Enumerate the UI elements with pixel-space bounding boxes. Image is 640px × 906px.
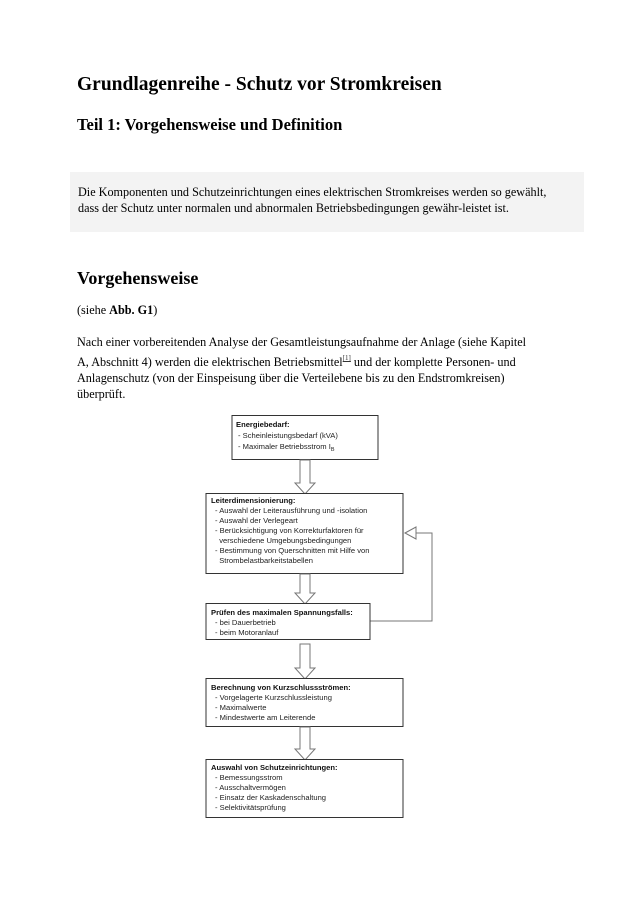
summary-line-1: Die Komponenten und Schutzeinrichtungen eines elektrischen Stromkreises werden so gewählt, bbox=[78, 185, 547, 199]
flow-arrow-down bbox=[295, 574, 315, 604]
flow-box-protection-item: - Bemessungsstrom bbox=[215, 773, 283, 782]
figure-reference-link: Abb. G1 bbox=[109, 303, 154, 317]
figure-reference-prefix: (siehe bbox=[77, 303, 110, 317]
flow-arrow-down bbox=[295, 460, 315, 494]
flow-box-energy-title: Energiebedarf: bbox=[236, 420, 290, 429]
flow-feedback-arrowhead bbox=[405, 527, 416, 539]
flow-box-conductor-title: Leiterdimensionierung: bbox=[211, 496, 296, 505]
flow-box-short-circuit-item: - Vorgelagerte Kurzschlussleistung bbox=[215, 693, 332, 702]
flow-box-energy-item: - Scheinleistungsbedarf (kVA) bbox=[238, 431, 338, 440]
flow-box-protection-item: - Einsatz der Kaskadenschaltung bbox=[215, 793, 327, 802]
summary-line-2: dass der Schutz unter normalen und abnormalen Betriebsbedingungen gewähr-leistet ist. bbox=[78, 201, 509, 215]
flow-box-short-circuit-item: - Mindestwerte am Leiterende bbox=[215, 713, 316, 722]
figure-reference-suffix: ) bbox=[153, 303, 158, 317]
flow-box-voltage-drop-title: Prüfen des maximalen Spannungsfalls: bbox=[211, 608, 353, 617]
flow-arrow-down bbox=[295, 727, 315, 760]
paragraph-line-2a: A, Abschnitt 4) werden die elektrischen Betriebsmittel bbox=[77, 355, 343, 369]
footnote-link[interactable]: [1] bbox=[342, 354, 351, 362]
flow-box-conductor-item: verschiedene Umgebungsbedingungen bbox=[215, 536, 352, 545]
flow-box-protection-item: - Selektivitätsprüfung bbox=[215, 803, 286, 812]
paragraph-line-2b: und der komplette Personen- und bbox=[350, 355, 516, 369]
flow-box-short-circuit-item: - Maximalwerte bbox=[215, 703, 267, 712]
flow-arrow-down bbox=[295, 644, 315, 679]
flow-box-conductor-item: - Bestimmung von Querschnitten mit Hilfe von bbox=[215, 546, 370, 555]
page-title: Grundlagenreihe - Schutz vor Stromkreisen bbox=[77, 74, 442, 95]
flow-box-conductor-item: - Auswahl der Leiterausführung und -isolation bbox=[215, 506, 368, 515]
paragraph-line-4: überprüft. bbox=[77, 387, 126, 401]
flow-box-protection-title: Auswahl von Schutzeinrichtungen: bbox=[211, 763, 338, 772]
flow-box-conductor-item: - Auswahl der Verlegeart bbox=[215, 516, 298, 525]
section-heading: Vorgehensweise bbox=[77, 268, 199, 288]
flow-box-voltage-drop-item: - beim Motoranlauf bbox=[215, 628, 279, 637]
flow-box-short-circuit-title: Berechnung von Kurzschlussströmen: bbox=[211, 683, 351, 692]
paragraph-line-1: Nach einer vorbereitenden Analyse der Gesamtleistungsaufnahme der Anlage (siehe Kapitel bbox=[77, 335, 527, 349]
flow-box-protection-item: - Ausschaltvermögen bbox=[215, 783, 286, 792]
flow-box-energy-item-text: - Maximaler Betriebsstrom I bbox=[238, 442, 331, 451]
paragraph-line-3: Anlagenschutz (von der Einspeisung über die Verteilebene bis zu den Endstromkreisen) bbox=[77, 371, 505, 385]
page-subtitle: Teil 1: Vorgehensweise und Definition bbox=[77, 115, 343, 134]
flow-box-energy-subscript: B bbox=[330, 447, 335, 453]
flow-box-conductor-item: - Berücksichtigung von Korrekturfaktoren für bbox=[215, 526, 364, 535]
flow-box-voltage-drop-item: - bei Dauerbetrieb bbox=[215, 618, 276, 627]
flow-box-conductor-item: Strombelastbarkeitstabellen bbox=[215, 556, 313, 565]
